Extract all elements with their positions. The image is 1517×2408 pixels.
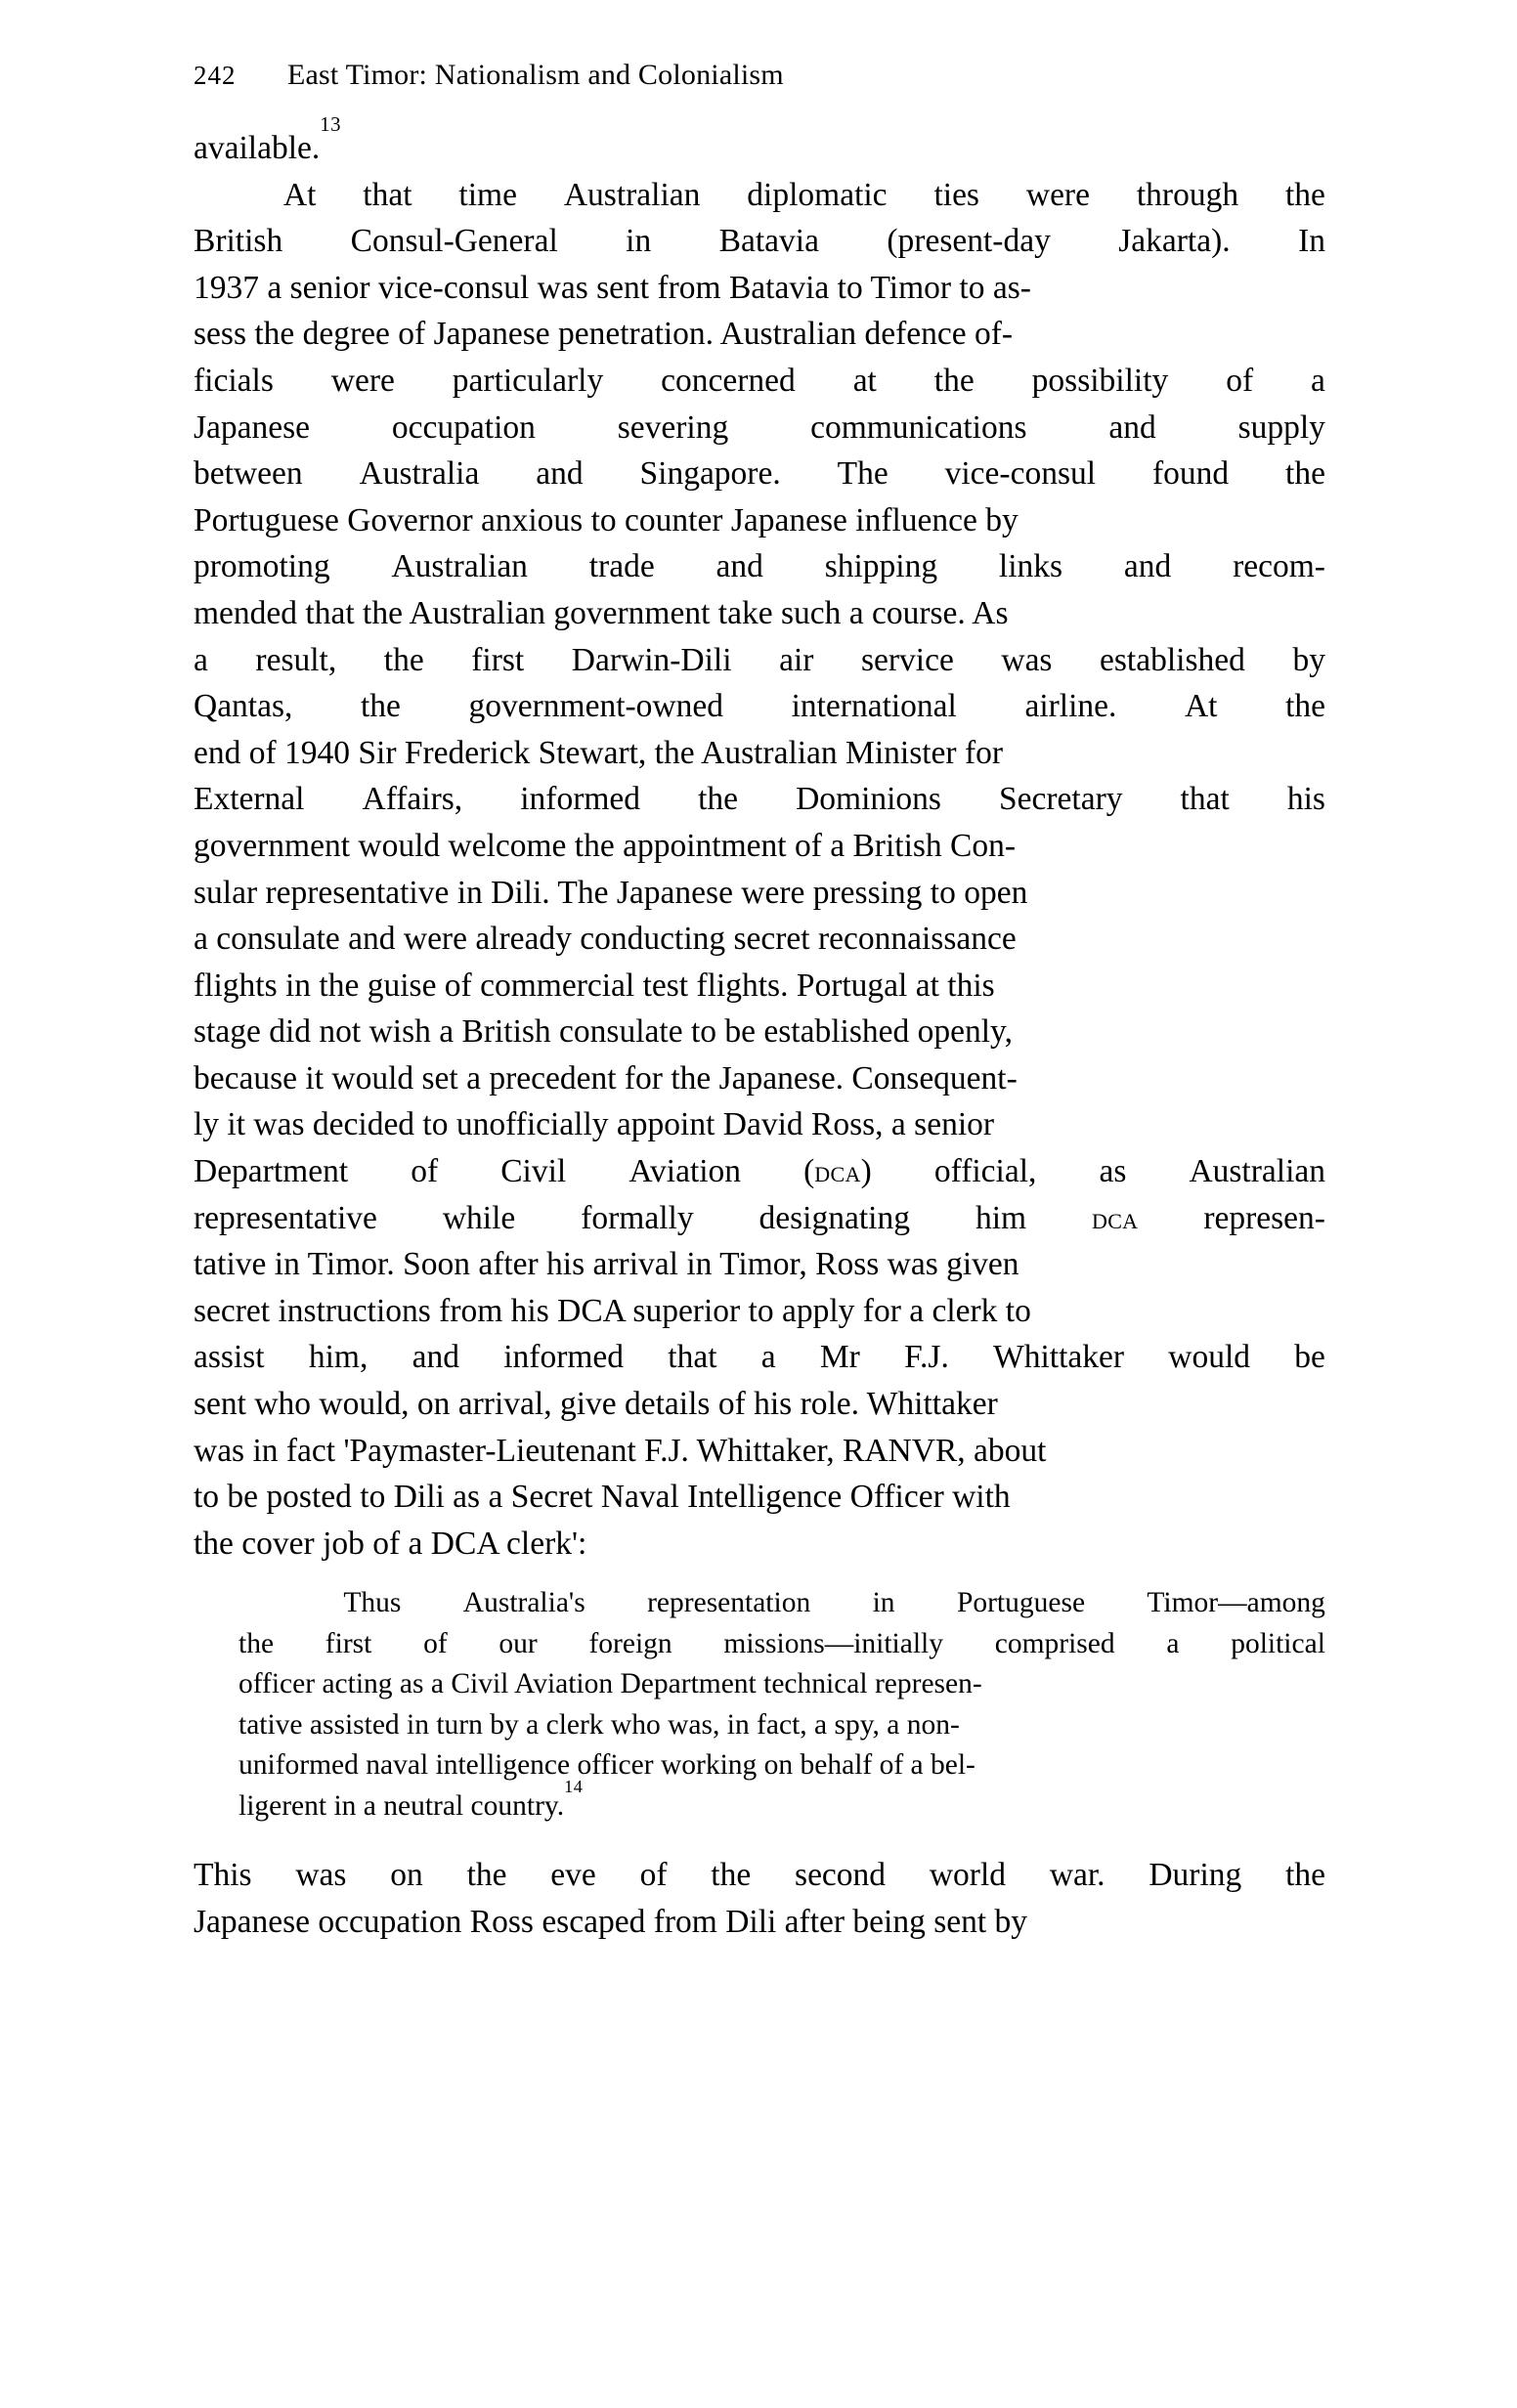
block-quote-wrapper bbox=[238, 1583, 1325, 1827]
line-word: Singapore. bbox=[639, 455, 781, 493]
line-word: him bbox=[975, 1199, 1027, 1236]
text-line bbox=[194, 451, 1325, 497]
line-word: while bbox=[442, 1199, 516, 1236]
line-word: British bbox=[194, 223, 283, 260]
line-word: to be posted to Dili as a Secret Naval Intelligence Officer with bbox=[194, 1479, 1011, 1516]
line-word: was bbox=[1001, 641, 1053, 678]
footnote-marker: 13 bbox=[320, 113, 342, 136]
line-word: that bbox=[363, 176, 412, 213]
line-word: Australian bbox=[563, 176, 701, 213]
text-line bbox=[194, 1195, 1325, 1242]
page-number: 242 bbox=[194, 61, 237, 90]
spacer bbox=[194, 1567, 1325, 1583]
text-line bbox=[194, 1521, 1325, 1568]
line-word: sess the degree of Japanese penetration. Australian defence of- bbox=[194, 316, 1014, 353]
line-word: particularly bbox=[452, 362, 604, 399]
line-word: In bbox=[1298, 223, 1325, 260]
running-head bbox=[194, 61, 1347, 90]
line-word: government would welcome the appointment of a British Con- bbox=[194, 827, 1017, 864]
line-word: Aviation bbox=[628, 1153, 742, 1190]
text-line bbox=[194, 1899, 1325, 1946]
line-word: Mr bbox=[819, 1339, 860, 1376]
line-word: was bbox=[295, 1857, 347, 1894]
text-block bbox=[194, 113, 1325, 1946]
text-line bbox=[194, 1055, 1325, 1102]
text-line bbox=[238, 1745, 1325, 1786]
line-word: result, bbox=[255, 641, 337, 678]
line-word: 1937 a senior vice-consul was sent from Batavia to Timor to as- bbox=[194, 269, 1031, 306]
line-word: political bbox=[1231, 1627, 1325, 1659]
text-line bbox=[194, 730, 1325, 777]
text-line bbox=[194, 172, 1325, 219]
text-line bbox=[238, 1776, 1325, 1828]
line-word: sent who would, on arrival, give details of his role. Whittaker bbox=[194, 1386, 998, 1423]
line-word: severing bbox=[617, 408, 729, 446]
line-word: the bbox=[933, 362, 975, 399]
line-word: Australia's bbox=[462, 1587, 585, 1619]
line-word: a consulate and were already conducting secret reconnaissance bbox=[194, 921, 1017, 958]
line-text: ligerent in a neutral country. bbox=[238, 1789, 565, 1822]
line-word: of bbox=[639, 1857, 668, 1894]
line-word: ly it was decided to unofficially appoint David Ross, a senior bbox=[194, 1106, 995, 1143]
line-word: representation bbox=[647, 1587, 811, 1619]
line-word: promoting bbox=[194, 548, 330, 585]
line-word: and bbox=[1123, 548, 1172, 585]
line-word: air bbox=[779, 641, 814, 678]
line-word: (present-day bbox=[887, 223, 1051, 260]
line-word: Civil bbox=[500, 1153, 567, 1190]
line-word: were bbox=[330, 362, 395, 399]
text-line bbox=[194, 113, 1325, 172]
line-word: diplomatic bbox=[747, 176, 888, 213]
line-word: possibility bbox=[1031, 362, 1169, 399]
line-word: would bbox=[1168, 1339, 1251, 1376]
line-word: informed bbox=[503, 1339, 625, 1376]
line-word bbox=[1092, 1195, 1138, 1242]
text-line bbox=[238, 1705, 1325, 1746]
line-word: Timor—among bbox=[1147, 1587, 1325, 1619]
line-word: formally bbox=[581, 1199, 694, 1236]
line-word: At bbox=[1184, 688, 1218, 725]
carryover-paragraph bbox=[194, 113, 1325, 172]
paragraph-closing bbox=[194, 1852, 1325, 1945]
line-word: Qantas, bbox=[194, 688, 293, 725]
text-line bbox=[194, 683, 1325, 730]
line-word: a bbox=[1166, 1627, 1180, 1659]
line-word: tative in Timor. Soon after his arrival in Timor, Ross was given bbox=[194, 1246, 1019, 1283]
line-word: the bbox=[1285, 455, 1325, 493]
text-line bbox=[194, 218, 1325, 265]
line-word: between bbox=[194, 455, 303, 493]
line-word: of bbox=[1226, 362, 1254, 399]
line-word: This bbox=[194, 1857, 252, 1894]
line-word: represen- bbox=[1203, 1199, 1325, 1236]
line-word: Thus bbox=[343, 1587, 402, 1619]
line-word: end of 1940 Sir Frederick Stewart, the Australian Minister for bbox=[194, 734, 1004, 771]
line-word: Australian bbox=[391, 548, 528, 585]
footnote-marker: 14 bbox=[564, 1776, 584, 1796]
line-word: service bbox=[860, 641, 954, 678]
line-word: airline. bbox=[1024, 688, 1117, 725]
line-word: international bbox=[791, 688, 957, 725]
text-line bbox=[194, 1009, 1325, 1055]
line-word: and bbox=[536, 455, 584, 493]
line-word: F.J. bbox=[904, 1339, 949, 1376]
line-word: occupation bbox=[391, 408, 536, 446]
line-word: uniformed naval intelligence officer working on behalf of a bel- bbox=[238, 1749, 975, 1782]
line-word: assist bbox=[194, 1339, 265, 1376]
line-word: officer acting as a Civil Aviation Department technical represen- bbox=[238, 1668, 982, 1700]
line-word: shipping bbox=[824, 548, 938, 585]
line-word: recom- bbox=[1233, 548, 1325, 585]
line-word: be bbox=[1294, 1339, 1325, 1376]
text-line bbox=[238, 1624, 1325, 1665]
line-word: of bbox=[411, 1153, 439, 1190]
line-word: as bbox=[1099, 1153, 1127, 1190]
line-word: was in fact 'Paymaster-Lieutenant F.J. Whittaker, RANVR, about bbox=[194, 1432, 1047, 1469]
text-line bbox=[194, 1334, 1325, 1381]
line-word: in bbox=[872, 1587, 895, 1619]
line-word: on bbox=[390, 1857, 423, 1894]
line-word: eve bbox=[550, 1857, 596, 1894]
line-word: Whittaker bbox=[993, 1339, 1125, 1376]
line-word: secret instructions from his DCA superior to apply for a clerk to bbox=[194, 1292, 1031, 1329]
line-word: a bbox=[1311, 362, 1325, 399]
line-word: Portuguese bbox=[956, 1587, 1086, 1619]
line-word: Japanese bbox=[194, 408, 311, 446]
line-word: the bbox=[698, 781, 739, 818]
text-line bbox=[194, 265, 1325, 312]
line-word: world bbox=[929, 1857, 1007, 1894]
line-word: our bbox=[498, 1627, 538, 1659]
line-word: established bbox=[1100, 641, 1245, 678]
line-word: (dca) bbox=[803, 1153, 872, 1190]
text-line bbox=[194, 1241, 1325, 1288]
line-word: sular representative in Dili. The Japanese were pressing to open bbox=[194, 874, 1028, 911]
line-word: Darwin-Dili bbox=[571, 641, 732, 678]
text-line bbox=[194, 1428, 1325, 1475]
text-line bbox=[194, 311, 1325, 358]
text-line bbox=[238, 1664, 1325, 1705]
line-word: Jakarta). bbox=[1118, 223, 1231, 260]
line-word: vice-consul bbox=[944, 455, 1097, 493]
text-line bbox=[194, 1148, 1325, 1195]
line-word: Affairs, bbox=[362, 781, 463, 818]
line-text: available. bbox=[194, 130, 321, 166]
line-word: by bbox=[1292, 641, 1325, 678]
line-word: war. bbox=[1049, 1857, 1105, 1894]
line-word: at bbox=[852, 362, 877, 399]
line-word: mended that the Australian government take such a course. As bbox=[194, 594, 1009, 631]
line-word: concerned bbox=[661, 362, 796, 399]
spacer bbox=[194, 1827, 1325, 1852]
line-word: foreign bbox=[588, 1627, 672, 1659]
line-word: Consul-General bbox=[350, 223, 558, 260]
line-word: Department bbox=[194, 1153, 349, 1190]
text-line bbox=[194, 543, 1325, 590]
text-line bbox=[194, 405, 1325, 452]
line-word: comprised bbox=[994, 1627, 1115, 1659]
line-word: first bbox=[325, 1627, 372, 1659]
line-word: supply bbox=[1237, 408, 1325, 446]
line-word: government-owned bbox=[468, 688, 723, 725]
line-word: the bbox=[711, 1857, 752, 1894]
line-word: trade bbox=[588, 548, 655, 585]
line-word: Australian bbox=[1189, 1153, 1325, 1190]
text-line bbox=[194, 963, 1325, 1010]
small-caps-acronym: dca bbox=[1092, 1200, 1139, 1235]
line-word: official, bbox=[933, 1153, 1037, 1190]
line-word: found bbox=[1151, 455, 1230, 493]
line-word: a bbox=[760, 1339, 776, 1376]
line-word: designating bbox=[758, 1199, 910, 1236]
line-word: Batavia bbox=[718, 223, 819, 260]
line-word: flights in the guise of commercial test flights. Portugal at this bbox=[194, 967, 995, 1004]
text-line bbox=[194, 1381, 1325, 1428]
line-word: in bbox=[626, 223, 652, 260]
small-caps-acronym: dca bbox=[814, 1154, 861, 1189]
line-word: informed bbox=[520, 781, 641, 818]
line-word: time bbox=[458, 176, 517, 213]
text-line bbox=[194, 916, 1325, 963]
line-word: the bbox=[383, 641, 424, 678]
line-word: External bbox=[194, 781, 305, 818]
line-word: that bbox=[1180, 781, 1230, 818]
line-word: Australia bbox=[359, 455, 480, 493]
line-word: of bbox=[423, 1627, 448, 1659]
text-line bbox=[194, 776, 1325, 823]
block-quote bbox=[238, 1583, 1325, 1827]
line-word: links bbox=[998, 548, 1063, 585]
line-word: ficials bbox=[194, 362, 274, 399]
line-word: and bbox=[412, 1339, 459, 1376]
text-line bbox=[194, 870, 1325, 917]
line-word: the cover job of a DCA clerk': bbox=[194, 1525, 587, 1562]
line-word: the bbox=[238, 1627, 275, 1659]
line-word: were bbox=[1025, 176, 1090, 213]
line-word: and bbox=[715, 548, 763, 585]
line-word: the bbox=[1284, 176, 1325, 213]
text-line bbox=[194, 1852, 1325, 1899]
line-word: The bbox=[837, 455, 889, 493]
line-word: Dominions bbox=[796, 781, 941, 818]
text-line bbox=[194, 1101, 1325, 1148]
line-word: ties bbox=[933, 176, 979, 213]
line-word: Secretary bbox=[999, 781, 1123, 818]
text-line bbox=[194, 590, 1325, 637]
line-word: Japanese occupation Ross escaped from Dili after being sent by bbox=[194, 1904, 1028, 1940]
line-word: that bbox=[668, 1339, 717, 1376]
line-word: through bbox=[1136, 176, 1239, 213]
line-word: communications bbox=[810, 408, 1027, 446]
line-word: the bbox=[360, 688, 401, 725]
text-line bbox=[194, 1288, 1325, 1335]
line-word: because it would set a precedent for the Japanese. Consequent- bbox=[194, 1059, 1018, 1096]
text-line bbox=[194, 637, 1325, 684]
line-word: missions—initially bbox=[723, 1627, 943, 1659]
text-line bbox=[194, 497, 1325, 544]
paragraph-body bbox=[194, 172, 1325, 1568]
text-line bbox=[194, 1474, 1325, 1521]
line-word: tative assisted in turn by a clerk who was, in fact, a spy, a non- bbox=[238, 1708, 960, 1741]
line-word: During bbox=[1149, 1857, 1242, 1894]
running-head-title: East Timor: Nationalism and Colonialism bbox=[287, 59, 784, 91]
text-line bbox=[238, 1583, 1325, 1624]
line-word: representative bbox=[194, 1199, 377, 1236]
line-word: him, bbox=[308, 1339, 368, 1376]
line-word: first bbox=[471, 641, 525, 678]
text-line bbox=[194, 823, 1325, 870]
line-word: second bbox=[795, 1857, 887, 1894]
line-word: stage did not wish a British consulate to be established openly, bbox=[194, 1013, 1013, 1051]
line-word: the bbox=[1285, 688, 1325, 725]
line-word: his bbox=[1286, 781, 1325, 818]
line-word: a bbox=[194, 641, 208, 678]
line-word: and bbox=[1108, 408, 1156, 446]
text-line bbox=[194, 358, 1325, 405]
line-word: At bbox=[282, 176, 317, 213]
line-word: the bbox=[466, 1857, 507, 1894]
line-word: Portuguese Governor anxious to counter Japanese influence by bbox=[194, 501, 1019, 538]
line-word: the bbox=[1285, 1857, 1325, 1894]
